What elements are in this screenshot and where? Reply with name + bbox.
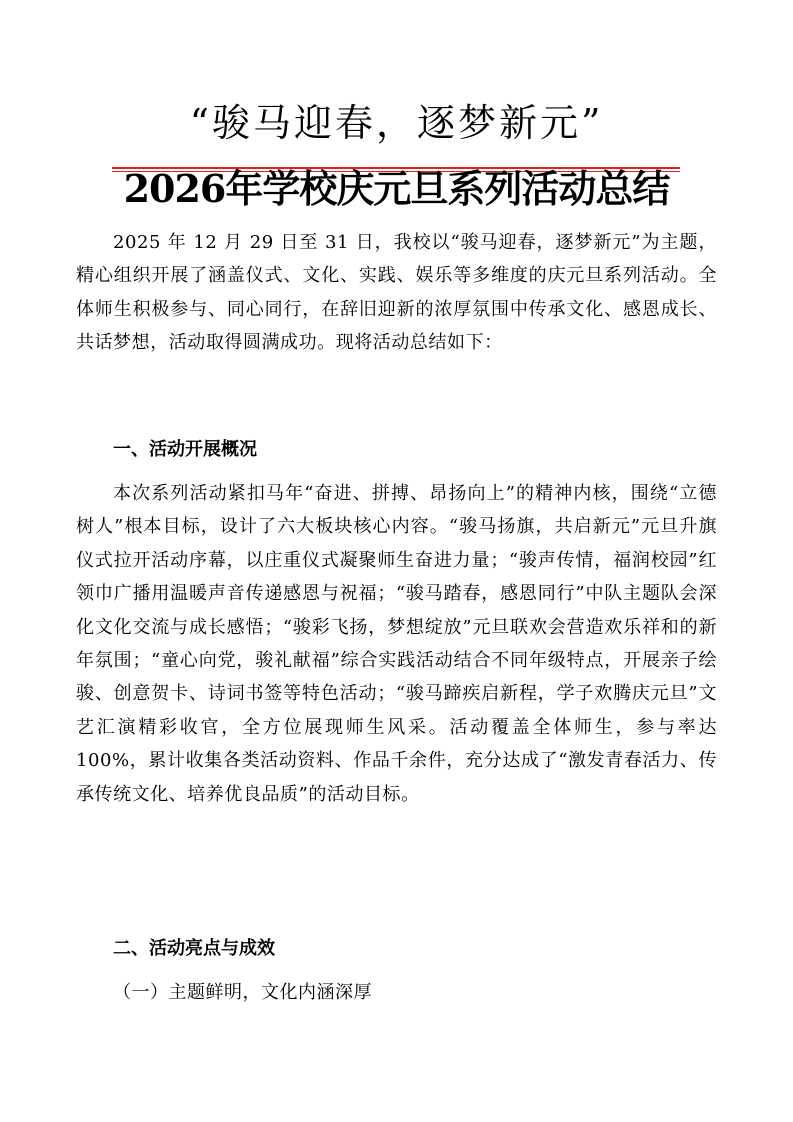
section1-paragraph: 本次系列活动紧扣马年“奋进、拼搏、昂扬向上”的精神内核，围绕“立德树人”根本目标，设计了六大板块核心内容。“骏马扬旗，共启新元”元旦升旗仪式拉开活动序幕，以庄重仪式凝聚师生奋进力量；“骏声传情，福润校园”红领巾广播用温暖声音传递感恩与祝福；“骏马踏春，感恩同行”中队主题队会深化文化交流与成长感悟；“骏彩飞扬，梦想绽放”元旦联欢会营造欢乐祥和的新年氛围；“童心向党，骏礼献福”综合实践活动结合不同年级特点，开展亲子绘骏、创意贺卡、诗词书签等特色活动；“骏马蹄疾启新程，学子欢腾庆元旦”文艺汇演精彩收官，全方位展现师生风采。活动覆盖全体师生，参与率达 100%，累计收集各类活动资料、作品千余件，充分达成了“激发青春活力、传承传统文化、培养优良品质”的活动目标。 [76,483,717,805]
section1-heading: 一、活动开展概况 [113,439,257,460]
document-title-line1: “骏马迎春，逐梦新元” [189,101,604,145]
section2-heading: 二、活动亮点与成效 [113,938,275,959]
intro-paragraph: 2025 年 12 月 29 日至 31 日，我校以“骏马迎春，逐梦新元”为主题，精心组织开展了涵盖仪式、文化、实践、娱乐等多维度的庆元旦系列活动。全体师生积极参与、同心同行，在辞旧迎新的浓厚氛围中传承文化、感恩成长、共话梦想，活动取得圆满成功。现将活动总结如下： [76,232,717,354]
subsection1-heading: （一）主题鲜明，文化内涵深厚 [113,982,372,1003]
document-title-line2: 2026年学校庆元旦系列活动总结 [123,166,670,211]
